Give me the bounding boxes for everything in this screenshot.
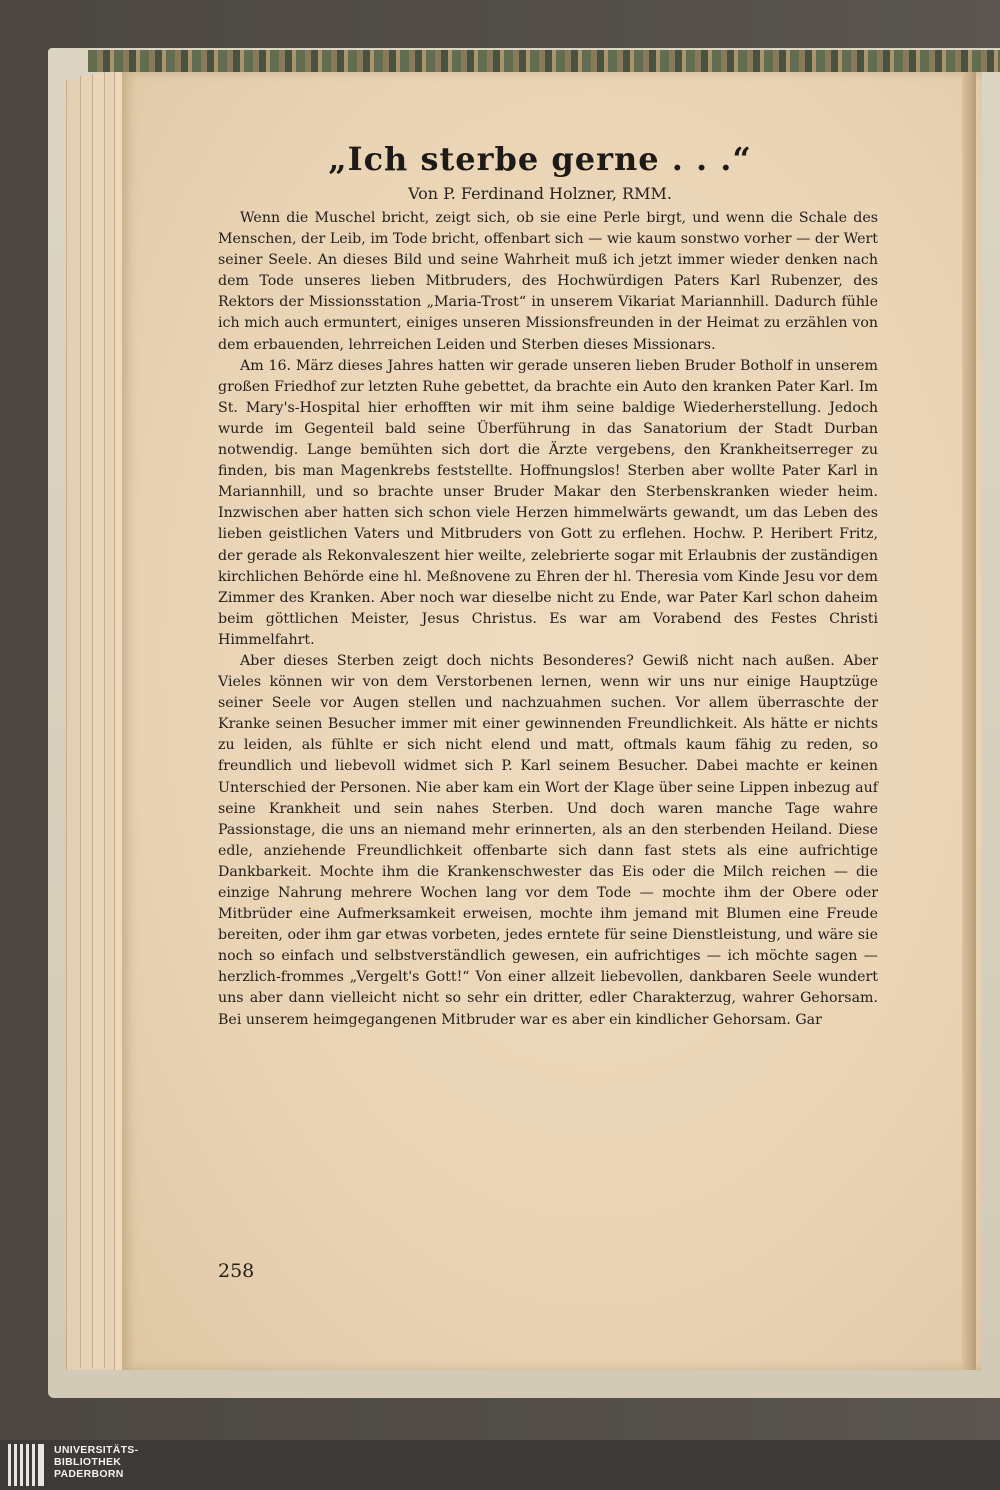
page-gutter bbox=[962, 72, 976, 1370]
article-byline: Von P. Ferdinand Holzner, RMM. bbox=[408, 184, 672, 203]
library-name-line: BIBLIOTHEK bbox=[54, 1456, 122, 1468]
paragraph: Am 16. März dieses Jahres hatten wir gerade unseren lieben Bruder Botholf in unserem großen Friedhof zur letzten Ruhe gebettet, da brachte ein Auto den kranken Pater Karl. Im St. Mary's-Hospital hier erhofften wir mit ihm seine baldige Wiederherstellung. Jedoch wurde im Gegenteil bald seine Überführung in das Sanatorium der Stadt Durban notwendig. Lange bemühten sich dort die Ärzte vergebens, den Krankheitserreger zu finden, bis man Magenkrebs feststellte. Hoffnungslos! Sterben aber wollte Pater Karl in Mariannhill, und so brachte unser Bruder Makar den Sterbenskranken wieder heim. Inzwischen aber hatten sich schon viele Herzen himmelwärts gewandt, um das Leben des lieben geistlichen Vaters und Mitbruders von Gott zu erflehen. Hochw. P. Heribert Fritz, der gerade als Rekonvaleszent hier weilte, zelebrierte sogar mit Erlaubnis der zuständigen kirchlichen Behörde eine hl. Meßnovene zu Ehren der hl. Theresia vom Kinde Jesu vor dem Zimmer des Kranken. Aber noch war dieselbe nicht zu Ende, war Pater Karl schon daheim beim göttlichen Meister, Jesus Christus. Es war am Vorabend des Festes Christi Himmelfahrt. bbox=[218, 357, 878, 648]
library-barcode-logo-icon bbox=[8, 1444, 46, 1486]
page-number: 258 bbox=[218, 1260, 255, 1282]
library-footer bbox=[0, 1440, 1000, 1490]
article-title: „Ich sterbe gerne . . .“ bbox=[328, 140, 752, 178]
library-name-line: UNIVERSITÄTS- bbox=[54, 1444, 139, 1456]
paragraph: Aber dieses Sterben zeigt doch nichts Besonderes? Gewiß nicht nach außen. Aber Vieles können wir von dem Verstorbenen lernen, wenn wir uns nur einige Hauptzüge seiner Seele vor Augen stellen und nachzuahmen suchen. Vor allem überraschte der Kranke seinen Besucher immer mit einer gewinnenden Freundlichkeit. Als hätte er nichts zu leiden, als fühlte er sich nicht elend und matt, oftmals kaum fähig zu reden, so freundlich und liebevoll widmet sich P. Karl seinem Besucher. Dabei machte er keinen Unterschied der Personen. Nie aber kam ein Wort der Klage über seine Lippen inbezug auf seine Krankheit und sein nahes Sterben. Und doch waren manche Tage wahre Passionstage, die uns an niemand mehr erinnerten, als an den sterbenden Heiland. Diese edle, anziehende Freundlichkeit offenbarte sich dann fast stets als eine aufrichtige Dankbarkeit. Mochte ihm die Krankenschwester das Eis oder die Milch reichen — die einzige Nahrung mehrere Wochen lang vor dem Tode — mochte ihm der Obere oder Mitbrüder eine Aufmerksamkeit erweisen, mochte ihm jemand mit Blumen eine Freude bereiten, oder ihm gar etwas vorbeten, jedes erntete für seine Dienstleistung, und wäre sie noch so einfach und selbstverständlich gewesen, ein aufrichtiges — ich möchte sagen — herzlich-frommes „Vergelt's Gott!“ Von einer allzeit liebevollen, dankbaren Seele wundert uns aber dann vielleicht nicht so sehr ein dritter, edler Charakterzug, wahrer Gehorsam. Bei unserem heimgegangenen Mitbruder war es aber ein kindlicher Gehorsam. Gar bbox=[218, 652, 878, 1028]
article-body bbox=[218, 208, 878, 1031]
paragraph: Wenn die Muschel bricht, zeigt sich, ob sie eine Perle birgt, und wenn die Schale des Menschen, der Leib, im Tode bricht, offenbart sich — wie kaum sonstwo vorher — der Wert seiner Seele. An dieses Bild und seine Wahrheit muß ich jetzt immer wieder denken nach dem Tode unseres lieben Mitbruders, des Hochwürdigen Paters Karl Rubenzer, des Rektors der Missionsstation „Maria-Trost“ in unserem Vikariat Mariannhill. Dadurch fühle ich mich auch ermuntert, einiges unseren Missionsfreunden in der Heimat zu erzählen von dem erbauenden, lehrreichen Leiden und Sterben dieses Missionars. bbox=[218, 210, 878, 353]
library-name-line: PADERBORN bbox=[54, 1468, 124, 1480]
cover-marbled-edge bbox=[88, 50, 1000, 72]
library-name bbox=[54, 1444, 138, 1480]
